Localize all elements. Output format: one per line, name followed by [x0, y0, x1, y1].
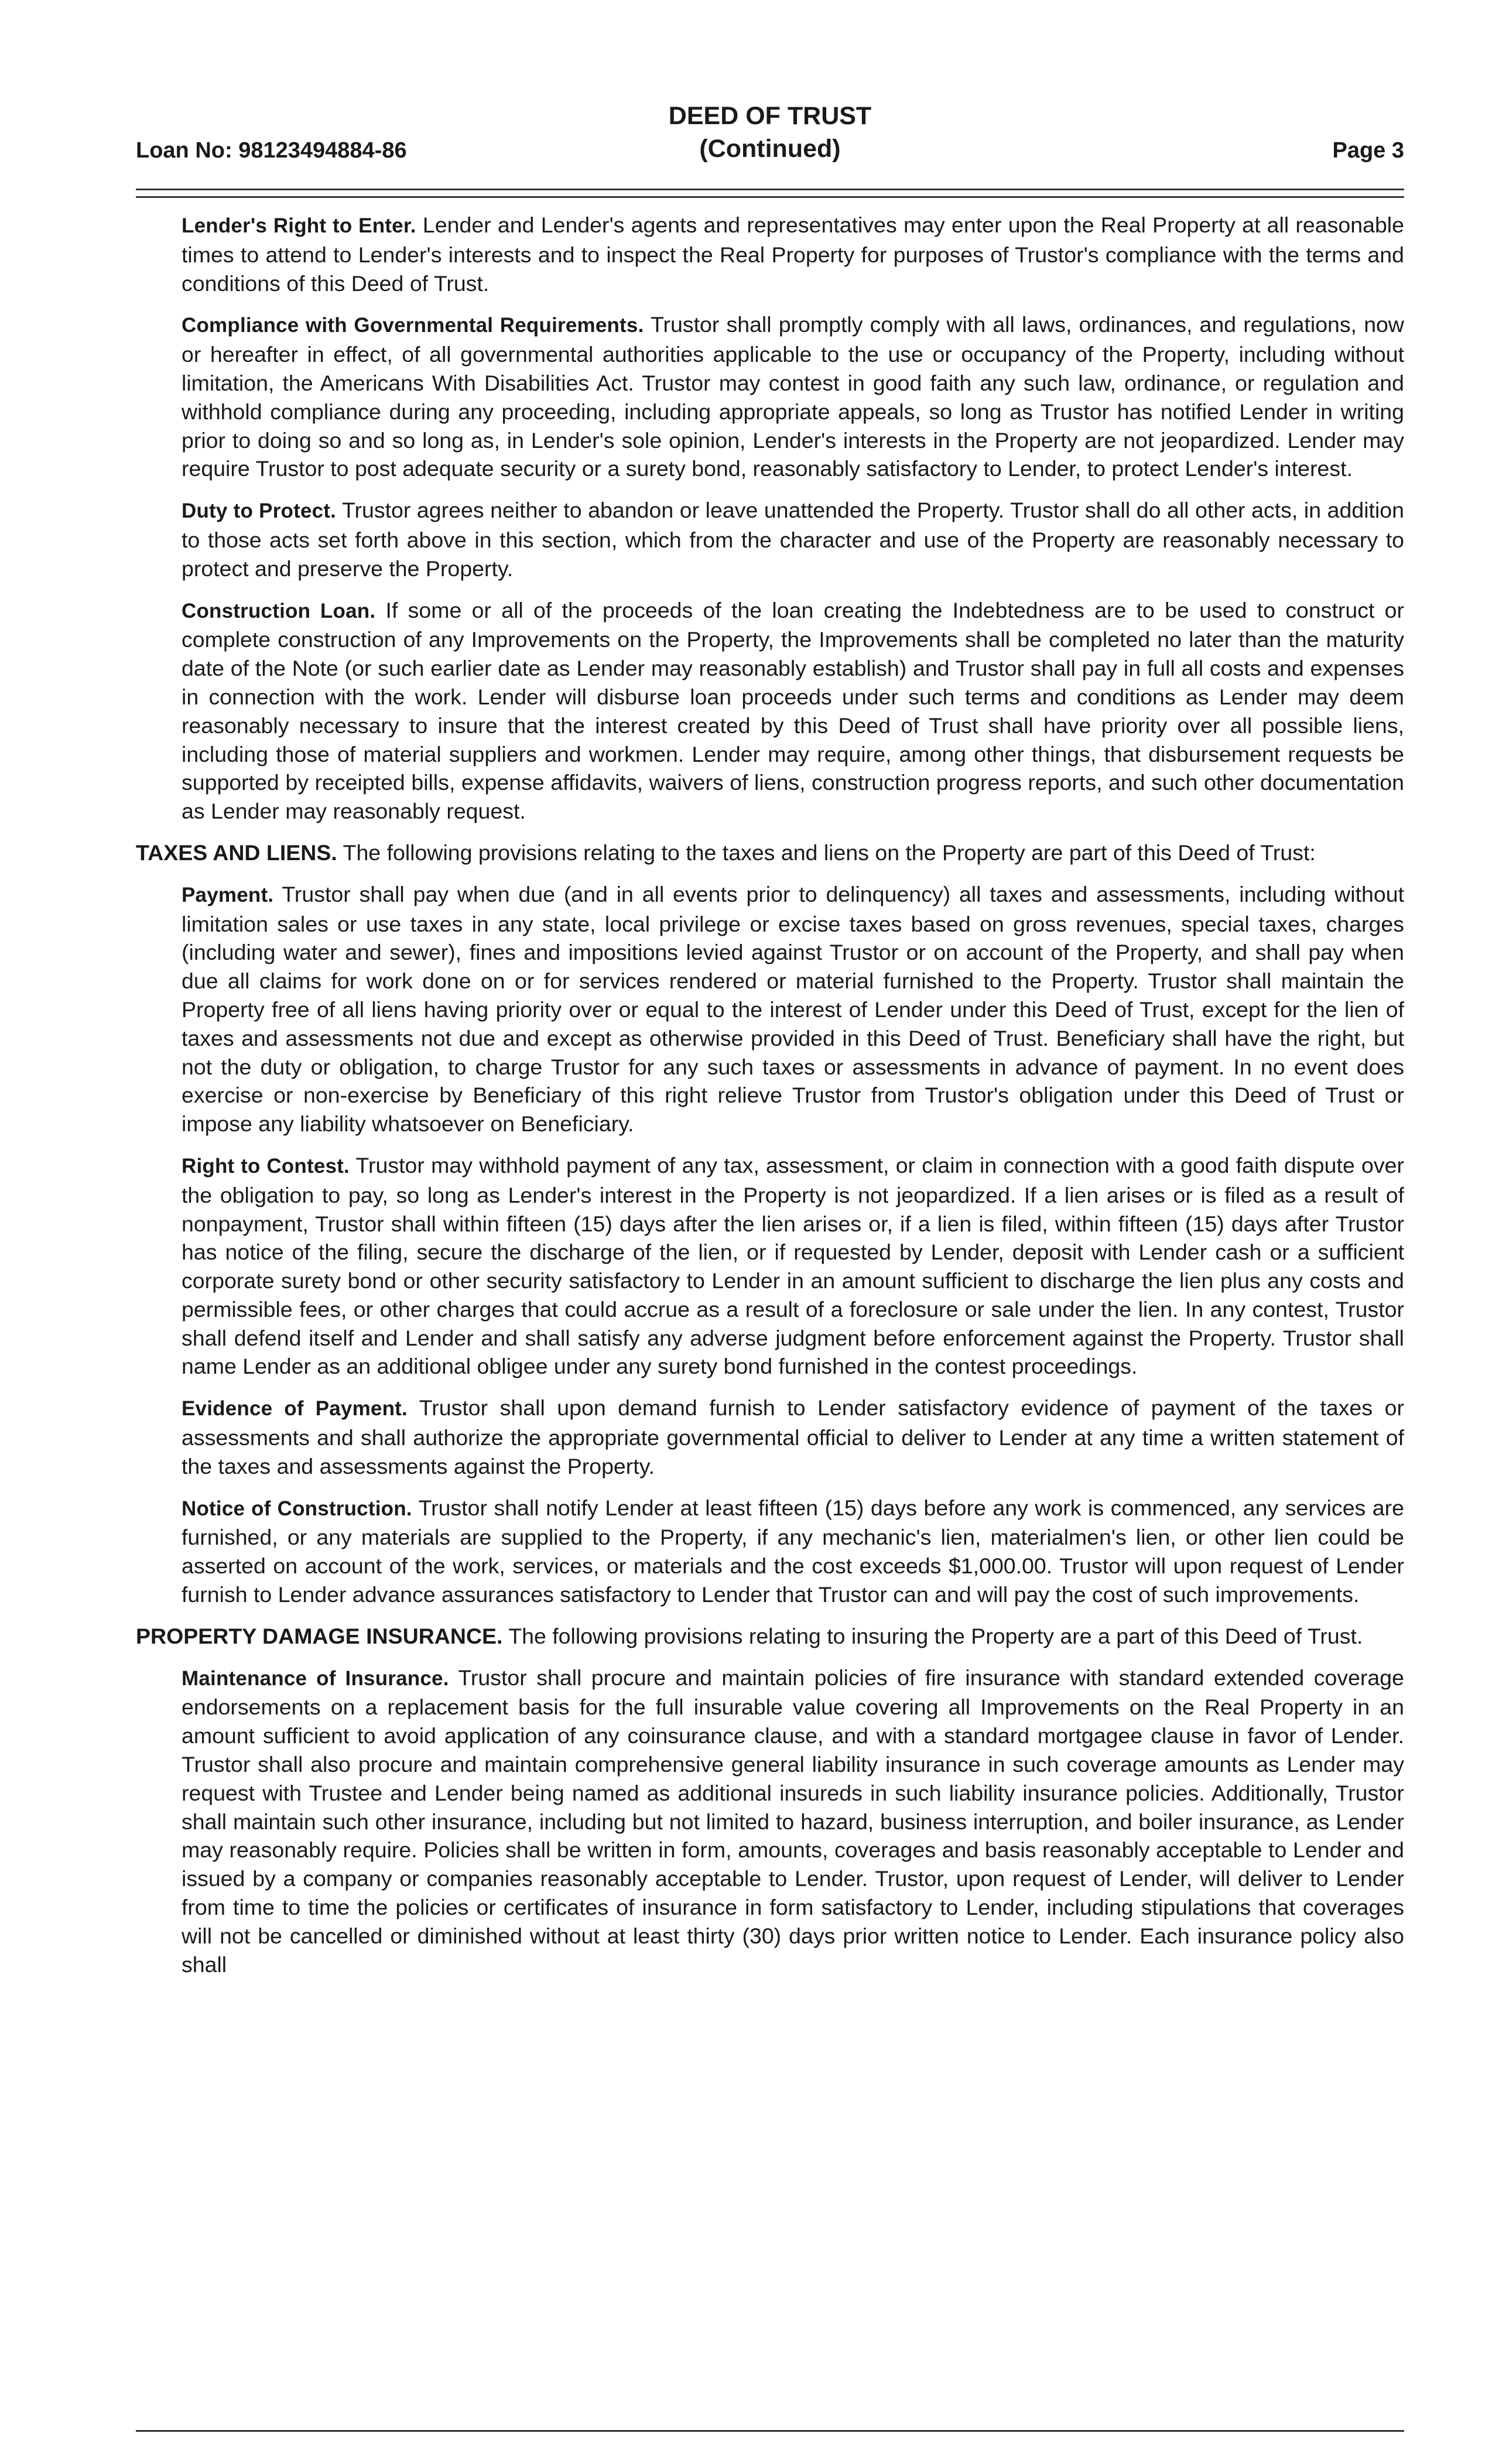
section-intro: The following provisions relating to insuring the Property are a part of this Deed of Trust. [508, 1623, 1363, 1648]
paragraph-heading: Compliance with Governmental Requirements. [182, 314, 644, 337]
footer-divider [136, 2430, 1404, 2432]
section-intro: The following provisions relating to the taxes and liens on the Property are part of this Deed of Trust: [343, 840, 1316, 865]
paragraph-compliance [182, 310, 1404, 483]
paragraph-text: Lender and Lender's agents and representatives may enter upon the Real Property at all reasonable times to attend to Lender's interests and to inspect the Real Property for purposes of Trustor's compliance with the terms and conditions of this Deed of Trust. [182, 213, 1404, 296]
section-taxes-and-liens [136, 839, 1404, 867]
paragraph-lenders-right-to-enter [182, 211, 1404, 297]
paragraph-right-to-contest [182, 1151, 1404, 1381]
paragraph-heading: Lender's Right to Enter. [182, 214, 416, 237]
document-body [136, 211, 1404, 1991]
paragraph-text: Trustor may withhold payment of any tax, assessment, or claim in connection with a good faith dispute over the obligation to pay, so long as Lender's interest in the Property is not jeopardized. If a lien arises or is filed as a result of nonpayment, Trustor shall within fifteen (15) days after the lien arises or, if a lien is filed, within fifteen (15) days after Trustor has notice of the filing, secure the discharge of the lien, or if requested by Lender, deposit with Lender cash or a sufficient corporate surety bond or other security satisfactory to Lender in an amount sufficient to discharge the lien plus any costs and permissible fees, or other charges that could accrue as a result of a foreclosure or sale under the lien. In any contest, Trustor shall defend itself and Lender and shall satisfy any adverse judgment before enforcement against the Property. Trustor shall name Lender as an additional obligee under any surety bond furnished in the contest proceedings. [182, 1152, 1404, 1379]
paragraph-text: Trustor shall procure and maintain policies of fire insurance with standard extended coverage endorsements on a replacement basis for the full insurable value covering all Improvements on the Real Property in an amount sufficient to avoid application of any coinsurance clause, and with a standard mortgagee clause in favor of Lender. Trustor shall also procure and maintain comprehensive general liability insurance in such coverage amounts as Lender may request with Trustee and Lender being named as additional insureds in such liability insurance policies. Additionally, Trustor shall maintain such other insurance, including but not limited to hazard, business interruption, and boiler insurance, as Lender may reasonably require. Policies shall be written in form, amounts, coverages and basis reasonably acceptable to Lender and issued by a company or companies reasonably acceptable to Lender. Trustor, upon request of Lender, will deliver to Lender from time to time the policies or certificates of insurance in form satisfactory to Lender, including stipulations that coverages will not be cancelled or diminished without at least thirty (30) days prior written notice to Lender. Each insurance policy also shall [182, 1665, 1404, 1977]
loan-number: Loan No: 98123494884-86 [136, 138, 407, 163]
paragraph-heading: Construction Loan. [182, 599, 376, 622]
paragraph-heading: Right to Contest. [182, 1154, 350, 1178]
paragraph-text: Trustor shall upon demand furnish to Lender satisfactory evidence of payment of the taxes or assessments and shall authorize the appropriate governmental official to deliver to Lender at any time a written statement of the taxes and assessments against the Property. [182, 1395, 1404, 1479]
page-number: Page 3 [1332, 138, 1404, 163]
paragraph-text: If some or all of the proceeds of the loan creating the Indebtedness are to be used to construct or complete construction of any Improvements on the Property, the Improvements shall be completed no later than the maturity date of the Note (or such earlier date as Lender may reasonably establish) and Trustor shall pay in full all costs and expenses in connection with the work. Lender will disburse loan proceeds under such terms and conditions as Lender may deem reasonably necessary to insure that the interest created by this Deed of Trust shall have priority over all possible liens, including those of material suppliers and workmen. Lender may require, among other things, that disbursement requests be supported by receipted bills, expense affidavits, waivers of liens, construction progress reports, and such other documentation as Lender may reasonably request. [182, 597, 1404, 824]
paragraph-text: Trustor shall notify Lender at least fifteen (15) days before any work is commenced, any services are furnished, or any materials are supplied to the Property, if any mechanic's lien, materialmen's lien, or other lien could be asserted on account of the work, services, or materials and the cost exceeds $1,000.00. Trustor will upon request of Lender furnish to Lender advance assurances satisfactory to Lender that Trustor can and will pay the cost of such improvements. [182, 1495, 1405, 1607]
paragraph-text: Trustor agrees neither to abandon or leave unattended the Property. Trustor shall do all other acts, in addition to those acts set forth above in this section, which from the character and use of the Property are reasonably necessary to protect and preserve the Property. [182, 498, 1404, 581]
section-heading: TAXES AND LIENS. [136, 840, 337, 865]
paragraph-maintenance-of-insurance [182, 1664, 1404, 1979]
header-divider [136, 189, 1404, 198]
page-header [136, 100, 1404, 176]
paragraph-notice-of-construction [182, 1494, 1404, 1609]
paragraph-text: Trustor shall promptly comply with all laws, ordinances, and regulations, now or hereafter in effect, of all governmental authorities applicable to the use or occupancy of the Property, including without limitation, the Americans With Disabilities Act. Trustor may contest in good faith any such law, ordinance, or regulation and withhold compliance during any proceeding, including appropriate appeals, so long as Trustor has notified Lender in writing prior to doing so and so long as, in Lender's sole opinion, Lender's interests in the Property are not jeopardized. Lender may require Trustor to post adequate security or a surety bond, reasonably satisfactory to Lender, to protect Lender's interest. [182, 312, 1404, 481]
title-line-2: (Continued) [699, 135, 841, 163]
paragraph-evidence-of-payment [182, 1394, 1404, 1480]
title-line-1: DEED OF TRUST [668, 102, 872, 130]
paragraph-duty-to-protect [182, 496, 1404, 583]
paragraph-heading: Payment. [182, 883, 274, 906]
paragraph-payment [182, 880, 1404, 1138]
paragraph-construction-loan [182, 596, 1404, 826]
paragraph-heading: Maintenance of Insurance. [182, 1666, 449, 1690]
section-property-damage-insurance [136, 1622, 1404, 1651]
paragraph-heading: Evidence of Payment. [182, 1397, 408, 1421]
paragraph-heading: Notice of Construction. [182, 1497, 412, 1520]
document-title [136, 100, 1404, 165]
section-heading: PROPERTY DAMAGE INSURANCE. [136, 1623, 503, 1648]
paragraph-text: Trustor shall pay when due (and in all events prior to delinquency) all taxes and assessments, including without limitation sales or use taxes in any state, local privilege or excise taxes based on gross revenues, special taxes, charges (including water and sewer), fines and impositions levied against Trustor or on account of the Property, and shall pay when due all claims for work done on or for services rendered or material furnished to the Property. Trustor shall maintain the Property free of all liens having priority over or equal to the interest of Lender under this Deed of Trust, except for the lien of taxes and assessments not due and except as otherwise provided in this Deed of Trust. Beneficiary shall have the right, but not the duty or obligation, to charge Trustor for any such taxes or assessments in advance of payment. In no event does exercise or non-exercise by Beneficiary of this right relieve Trustor from Trustor's obligation under this Deed of Trust or impose any liability whatsoever on Beneficiary. [182, 881, 1404, 1137]
paragraph-heading: Duty to Protect. [182, 499, 337, 523]
